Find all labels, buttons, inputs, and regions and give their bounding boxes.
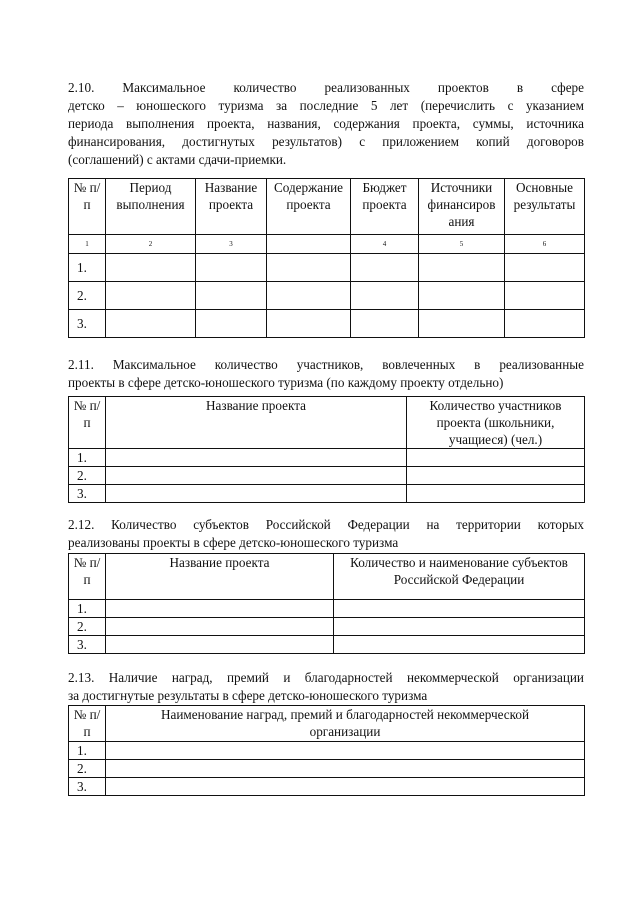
table-cell[interactable] [267,254,351,282]
table-cell[interactable] [407,485,585,503]
table-header-row [69,397,585,449]
table-cell[interactable] [106,636,334,654]
text-line: 2.12. Количество субъектов Российской Федерации на территории которых [68,517,584,532]
row-number: 1. [69,600,106,618]
column-number: 1 [69,235,106,254]
header-cell: № п/п [69,706,106,742]
table-cell[interactable] [419,310,505,338]
column-number: 4 [351,235,419,254]
header-cell: № п/п [69,179,106,235]
text-line: детско – юношеского туризма за последние 5 лет (перечислить с указанием [68,98,584,113]
column-number-row [69,235,585,254]
table-cell[interactable] [106,467,407,485]
table-cell[interactable] [106,600,334,618]
table-cell[interactable] [334,636,585,654]
header-cell: Количество и наименование субъектов Российской Федерации [334,554,585,600]
text-line: проекты в сфере детско-юношеского туризма (по каждому проекту отдельно) [68,375,504,390]
header-cell: № п/п [69,554,106,600]
table-cell[interactable] [106,310,196,338]
table-header-row [69,554,585,600]
table-2-11 [68,396,584,503]
column-number [267,235,351,254]
table-row [69,282,585,310]
header-cell: № п/п [69,397,106,449]
column-number: 5 [419,235,505,254]
table-cell[interactable] [505,282,585,310]
table-cell[interactable] [505,310,585,338]
section-2-12-text [68,516,584,552]
header-cell: Бюджет проекта [351,179,419,235]
text-line: периода выполнения проекта, названия, содержания проекта, суммы, источника [68,116,584,131]
table-cell[interactable] [407,467,585,485]
table-cell[interactable] [106,254,196,282]
text-line: (соглашений) с актами сдачи-приемки. [68,152,287,167]
row-number: 1. [69,449,106,467]
column-number: 3 [196,235,267,254]
row-number: 2. [69,467,106,485]
table-cell[interactable] [334,618,585,636]
section-2-10-text [68,79,584,169]
text-line: 2.11. Максимальное количество участников, вовлеченных в реализованные [68,357,584,372]
table-cell[interactable] [407,449,585,467]
table-cell[interactable] [505,254,585,282]
row-number: 2. [69,760,106,778]
section-2-13-text [68,669,584,705]
table-header-row [69,179,585,235]
header-cell: Источники финансиров ания [419,179,505,235]
section-2-12 [68,516,584,552]
table-row [69,254,585,282]
section-2-11 [68,356,584,392]
table-row [69,618,585,636]
table-cell[interactable] [106,449,407,467]
column-number: 6 [505,235,585,254]
text-line: 2.10. Максимальное количество реализованных проектов в сфере [68,80,584,95]
text-line: 2.13. Наличие наград, премий и благодарностей некоммерческой организации [68,670,584,685]
row-number: 1. [69,742,106,760]
table-cell[interactable] [196,254,267,282]
table-row [69,742,585,760]
table-header-row [69,706,585,742]
table-2-13 [68,705,584,796]
table-row [69,760,585,778]
table-cell[interactable] [106,760,585,778]
header-cell: Название проекта [196,179,267,235]
table-cell[interactable] [334,600,585,618]
table-row [69,485,585,503]
text-line: реализованы проекты в сфере детско-юношеского туризма [68,535,399,550]
table-row [69,310,585,338]
text-line: финансирования, достигнутых результатов) с приложением копий договоров [68,134,584,149]
table-cell[interactable] [419,254,505,282]
table-cell[interactable] [106,778,585,796]
header-cell: Основные результаты [505,179,585,235]
row-number: 3. [69,310,106,338]
table-2-12 [68,553,584,654]
table-cell[interactable] [419,282,505,310]
header-cell: Наименование наград, премий и благодарностей некоммерческой организации [106,706,585,742]
row-number: 3. [69,778,106,796]
header-cell: Содержание проекта [267,179,351,235]
table-cell[interactable] [196,282,267,310]
header-cell: Название проекта [106,554,334,600]
header-cell: Период выполнения [106,179,196,235]
section-2-11-text [68,356,584,392]
table-cell[interactable] [351,310,419,338]
table-row [69,778,585,796]
table-cell[interactable] [351,254,419,282]
table-cell[interactable] [267,282,351,310]
section-2-13 [68,669,584,705]
table-cell[interactable] [267,310,351,338]
row-number: 3. [69,485,106,503]
row-number: 1. [69,254,106,282]
section-2-10 [68,79,584,169]
table-row [69,636,585,654]
column-number: 2 [106,235,196,254]
table-cell[interactable] [106,485,407,503]
row-number: 2. [69,618,106,636]
table-cell[interactable] [106,618,334,636]
table-row [69,600,585,618]
row-number: 3. [69,636,106,654]
text-line: за достигнутые результаты в сфере детско-юношеского туризма [68,688,428,703]
header-cell: Количество участников проекта (школьники, учащиеся) (чел.) [407,397,585,449]
header-cell: Название проекта [106,397,407,449]
table-row [69,449,585,467]
table-cell[interactable] [106,742,585,760]
table-cell[interactable] [196,310,267,338]
table-cell[interactable] [351,282,419,310]
table-cell[interactable] [106,282,196,310]
table-2-10 [68,178,584,338]
table-row [69,467,585,485]
row-number: 2. [69,282,106,310]
